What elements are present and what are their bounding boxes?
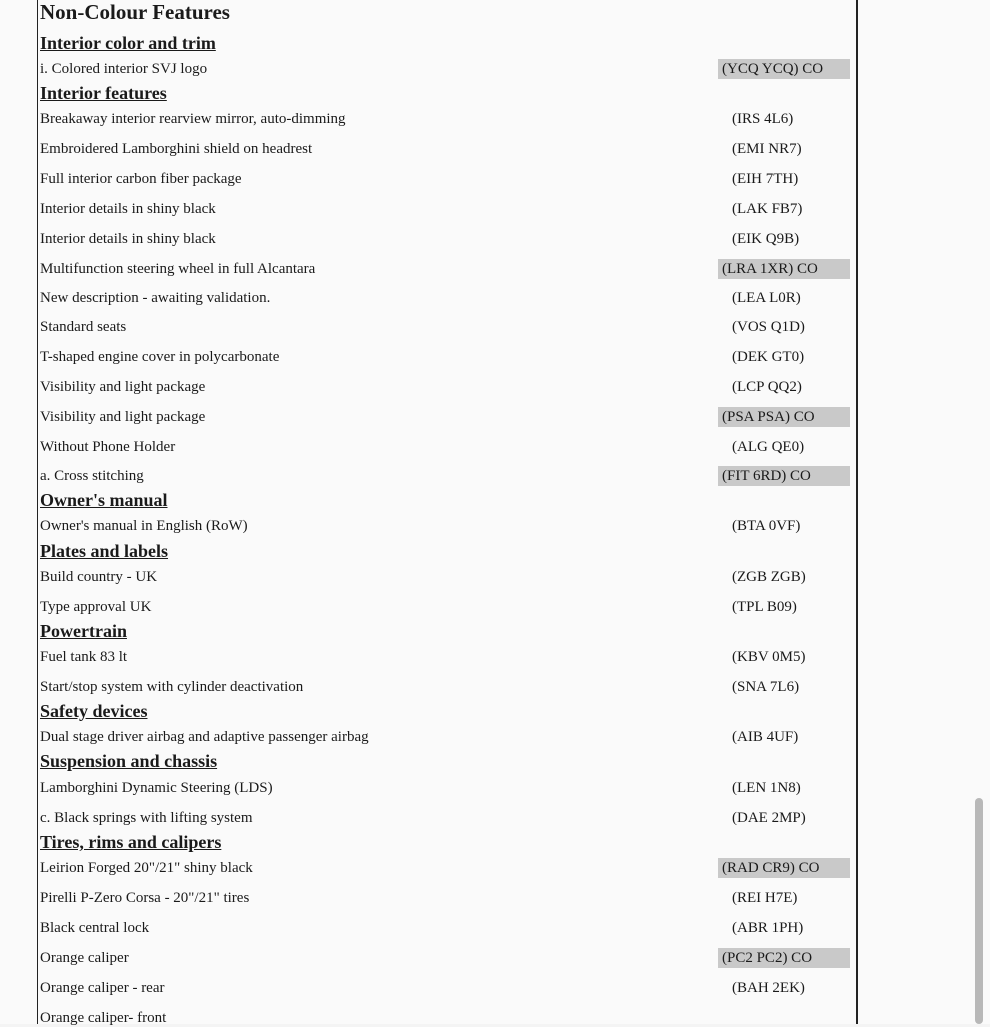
- option-code: (EIH 7TH): [732, 171, 799, 187]
- feature-row: [40, 919, 850, 937]
- feature-label: Full interior carbon fiber package: [40, 171, 242, 187]
- feature-label: Type approval UK: [40, 599, 152, 615]
- feature-row: [40, 678, 850, 696]
- feature-label: Visibility and light package: [40, 379, 206, 395]
- feature-row: [40, 467, 850, 485]
- feature-label: Visibility and light package: [40, 409, 206, 425]
- option-code: (AIB 4UF): [732, 729, 799, 745]
- feature-row: [40, 318, 850, 336]
- feature-row: [40, 1009, 850, 1027]
- feature-row: [40, 260, 850, 278]
- option-code: (ALG QE0): [732, 439, 805, 455]
- feature-row: [40, 170, 850, 188]
- table-left-border: [37, 0, 38, 1024]
- feature-row: [40, 378, 850, 396]
- section-heading: Tires, rims and calipers: [40, 832, 222, 852]
- feature-label: Black central lock: [40, 920, 150, 936]
- option-code: (DEK GT0): [732, 349, 805, 365]
- feature-row: [40, 648, 850, 666]
- section-heading: Suspension and chassis: [40, 751, 218, 771]
- feature-row: [40, 859, 850, 877]
- feature-label: Lamborghini Dynamic Steering (LDS): [40, 780, 273, 796]
- feature-label: Interior details in shiny black: [40, 201, 216, 217]
- option-code-highlighted: (FIT 6RD) CO: [718, 466, 850, 486]
- option-code-highlighted: (YCQ YCQ) CO: [718, 59, 850, 79]
- feature-label: Fuel tank 83 lt: [40, 649, 128, 665]
- feature-label: Interior details in shiny black: [40, 231, 216, 247]
- feature-row: [40, 517, 850, 535]
- option-code: (DAE 2MP): [732, 810, 806, 826]
- option-code: (ZGB ZGB): [732, 569, 806, 585]
- option-code-highlighted: (PSA PSA) CO: [718, 407, 850, 427]
- option-code: (ABR 1PH): [732, 920, 804, 936]
- section-heading: Powertrain: [40, 621, 127, 641]
- option-code: (KBV 0M5): [732, 649, 806, 665]
- option-code: (LEN 1N8): [732, 780, 801, 796]
- feature-label: Start/stop system with cylinder deactivation: [40, 679, 304, 695]
- feature-row: [40, 408, 850, 426]
- vertical-scrollbar[interactable]: [975, 798, 983, 1024]
- section-heading: Interior color and trim: [40, 33, 216, 53]
- feature-label: Build country - UK: [40, 569, 158, 585]
- option-code: (LCP QQ2): [732, 379, 802, 395]
- option-code: (IRS 4L6): [732, 111, 794, 127]
- option-code: (SNA 7L6): [732, 679, 800, 695]
- option-code: (TPL B09): [732, 599, 797, 615]
- option-code: (EIK Q9B): [732, 231, 800, 247]
- feature-label: Orange caliper: [40, 950, 129, 966]
- feature-label: Dual stage driver airbag and adaptive passenger airbag: [40, 729, 369, 745]
- option-code-highlighted: (PC2 PC2) CO: [718, 948, 850, 968]
- feature-row: [40, 568, 850, 586]
- option-code: (VOS Q1D): [732, 319, 805, 335]
- feature-label: a. Cross stitching: [40, 468, 144, 484]
- feature-row: [40, 728, 850, 746]
- feature-row: [40, 140, 850, 158]
- option-code: (BTA 0VF): [732, 518, 801, 534]
- feature-label: T-shaped engine cover in polycarbonate: [40, 349, 280, 365]
- document-title: Non-Colour Features: [40, 0, 230, 24]
- feature-row: [40, 230, 850, 248]
- feature-row: [40, 809, 850, 827]
- feature-label: Leirion Forged 20"/21" shiny black: [40, 860, 253, 876]
- section-heading: Interior features: [40, 83, 167, 103]
- feature-label: Standard seats: [40, 319, 127, 335]
- section-heading: Plates and labels: [40, 541, 169, 561]
- feature-row: [40, 348, 850, 366]
- feature-row: [40, 598, 850, 616]
- feature-row: [40, 200, 850, 218]
- option-code: (LEA L0R): [732, 290, 801, 306]
- feature-label: c. Black springs with lifting system: [40, 810, 253, 826]
- option-code: (LAK FB7): [732, 201, 803, 217]
- feature-label: Embroidered Lamborghini shield on headrest: [40, 141, 313, 157]
- feature-row: [40, 110, 850, 128]
- feature-label: Without Phone Holder: [40, 439, 176, 455]
- feature-row: [40, 979, 850, 997]
- feature-label: New description - awaiting validation.: [40, 290, 271, 306]
- feature-row: [40, 889, 850, 907]
- option-code: (BAH 2EK): [732, 980, 805, 996]
- feature-label: Orange caliper - rear: [40, 980, 165, 996]
- option-code-highlighted: (LRA 1XR) CO: [718, 259, 850, 279]
- feature-row: [40, 60, 850, 78]
- section-heading: Safety devices: [40, 701, 148, 721]
- feature-row: [40, 949, 850, 967]
- option-code-highlighted: (RAD CR9) CO: [718, 858, 850, 878]
- section-heading: Owner's manual: [40, 490, 168, 510]
- option-code: (EMI NR7): [732, 141, 802, 157]
- feature-row: [40, 779, 850, 797]
- feature-label: Owner's manual in English (RoW): [40, 518, 248, 534]
- option-code: (REI H7E): [732, 890, 798, 906]
- feature-label: Pirelli P-Zero Corsa - 20"/21" tires: [40, 890, 250, 906]
- feature-row: [40, 289, 850, 307]
- feature-label: Breakaway interior rearview mirror, auto-dimming: [40, 111, 346, 127]
- feature-row: [40, 438, 850, 456]
- feature-label: i. Colored interior SVJ logo: [40, 61, 208, 77]
- feature-label: Multifunction steering wheel in full Alcantara: [40, 261, 316, 277]
- feature-label: Orange caliper- front: [40, 1010, 167, 1026]
